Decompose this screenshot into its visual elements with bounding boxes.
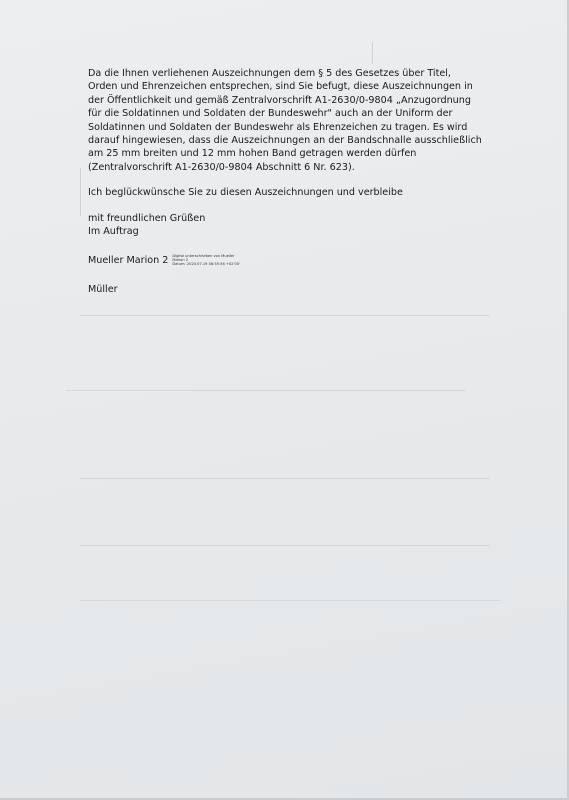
paragraph-congratulation: Ich beglückwünsche Sie zu diesen Auszeichnungen und verbleibe — [88, 187, 403, 199]
digital-signature — [88, 254, 240, 267]
signer-name: Müller — [88, 284, 118, 295]
signature-meta — [172, 254, 240, 267]
paragraph-authorization: Da die Ihnen verliehenen Auszeichnungen dem § 5 des Gesetzes über Titel, Orden und Ehrenzeichen entsprechen, sind Sie befugt, diese Auszeichnungen in der Öffentlichkeit und gemäß Zentralvorschrift A1-2630/0-9804 „Anzugordnung für die Soldatinnen und Soldaten der Bundeswehr" auch an der Uniform der Soldatinnen und Soldaten der Bundeswehr als Ehrenzeichen zu tragen. Es wird darauf hingewiesen, dass die Auszeichnungen an der Bandschnalle ausschließlich am 25 mm breiten und 12 mm hohen Band getragen werden dürfen (Zentralvorschrift A1-2630/0-9804 Abschnitt 6 Nr. 623). — [88, 68, 482, 173]
signature-name: Mueller Marion 2 — [88, 254, 169, 266]
bleed-through-block-2 — [80, 315, 490, 350]
bleed-through-block-4 — [80, 478, 490, 519]
closing-greeting: mit freundlichen Grüßen — [88, 212, 206, 224]
letter-body — [88, 67, 483, 238]
bleed-through-block-5 — [80, 545, 490, 582]
closing-on-behalf: Im Auftrag — [88, 226, 139, 238]
signature-meta-line-1: Digital unterschrieben von Mueller — [172, 254, 235, 258]
bleed-through-block-3 — [66, 390, 466, 423]
signature-meta-line-2: Marion 2 — [172, 258, 189, 263]
signature-meta-line-3: Datum: 2020.07.19 08:55:56 +02'00' — [172, 262, 241, 267]
bleed-through-block-6 — [80, 600, 500, 681]
bleed-through-header — [372, 42, 503, 64]
